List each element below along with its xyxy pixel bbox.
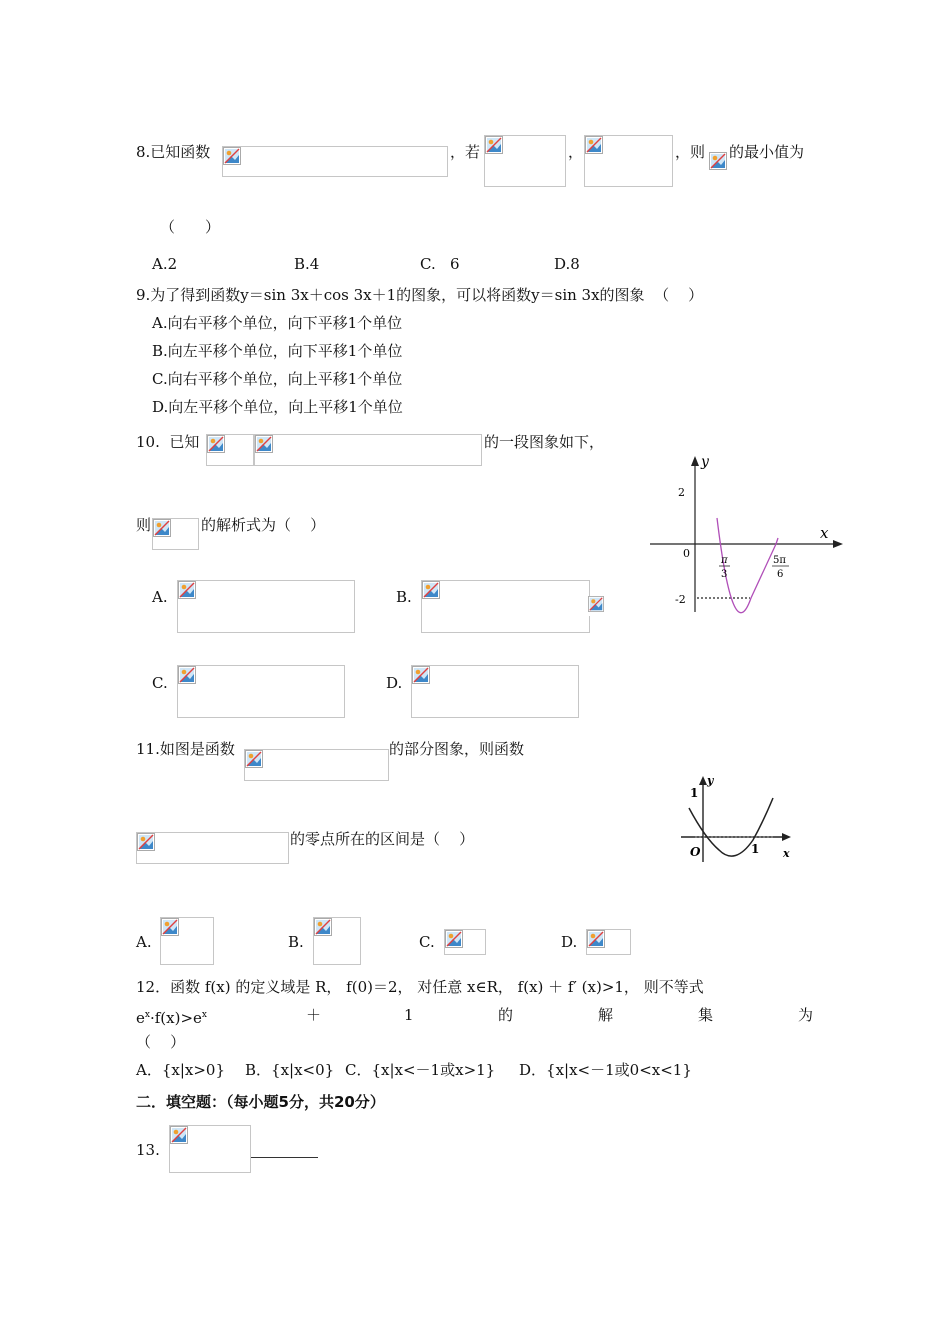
q11-option-d-label: D. <box>561 933 578 951</box>
broken-image-icon <box>412 666 430 684</box>
q13-image <box>169 1125 251 1173</box>
q9-option-a: A.向右平移个单位，向下平移1个单位 <box>152 314 403 332</box>
q11-origin-label: O <box>690 845 701 859</box>
q11-option-b-label: B. <box>288 933 304 951</box>
q11-zero-func-image <box>136 832 289 864</box>
q11-y-label: y <box>707 774 714 787</box>
q10-option-c-image <box>177 665 345 718</box>
q8-prefix: 8.已知函数 <box>136 143 211 161</box>
q12-jie: 解 <box>598 1006 614 1024</box>
broken-image-icon <box>587 930 605 948</box>
q8-expr-image <box>709 152 728 171</box>
broken-image-icon <box>585 136 603 154</box>
q11-option-a-label: A. <box>136 933 152 951</box>
q10-func-image <box>206 434 254 466</box>
q12-fx-ex: ·f(x)>e <box>149 1009 202 1027</box>
broken-image-icon <box>161 918 179 936</box>
q10-prefix: 10. 已知 <box>136 433 200 451</box>
broken-image-icon <box>223 147 241 165</box>
q10-origin-label: 0 <box>683 547 690 560</box>
broken-image-icon <box>422 581 440 599</box>
q11-option-c-label: C. <box>419 933 435 951</box>
q11-option-a-image <box>160 917 214 965</box>
broken-image-icon <box>137 833 155 851</box>
q10-ask: 的解析式为（ ） <box>201 516 326 534</box>
q10-x-tick1-num: π <box>721 555 728 566</box>
q11-curve <box>689 798 773 856</box>
q12-exp1: x <box>144 1010 150 1020</box>
q8-option-a: A.2 <box>152 255 178 273</box>
q10-x-label: x <box>820 524 829 542</box>
q10-option-a-label: A. <box>152 588 168 606</box>
q10-y-tick-neg2: -2 <box>675 593 686 606</box>
q11-func-image <box>244 749 389 781</box>
broken-image-icon <box>207 435 225 453</box>
q10-option-d-label: D. <box>386 674 403 692</box>
q11-suffix: 的部分图象，则函数 <box>389 740 525 758</box>
q8-condition1-image <box>484 135 566 187</box>
q12-option-c: C．{x|x<－1或x>1} <box>345 1061 496 1079</box>
q12-paren: （ ） <box>136 1033 186 1051</box>
q13-answer-blank[interactable] <box>251 1157 318 1158</box>
q10-graph <box>645 450 850 620</box>
q12-exp2: x <box>201 1010 207 1020</box>
q8-option-b: B.4 <box>294 255 320 273</box>
q9-option-b: B.向左平移个单位，向下平移1个单位 <box>152 342 403 360</box>
q11-x-label: x <box>783 847 790 860</box>
q11-prefix: 11.如图是函数 <box>136 740 235 758</box>
q12-option-d: D．{x|x<－1或0<x<1} <box>519 1061 692 1079</box>
broken-image-icon <box>245 750 263 768</box>
q11-graph <box>675 770 795 865</box>
q12-e: e <box>136 1009 145 1027</box>
q12-line1: 12．函数 f(x) 的定义域是 R， f(0)＝2， 对任意 x∈R， f(x) ＋ f′ (x)>1， 则不等式 <box>136 978 704 996</box>
q11-option-d-image <box>586 929 631 955</box>
q8-ze: ，则 <box>675 143 706 161</box>
q12-one: 1 <box>404 1006 414 1024</box>
section2-title: 二．填空题：（每小题5分，共20分） <box>136 1093 385 1111</box>
q8-option-d: D.8 <box>554 255 580 273</box>
q12-option-b: B．{x|x<0} <box>245 1061 335 1079</box>
q9-option-d: D.向左平移个单位，向上平移1个单位 <box>152 398 403 416</box>
q8-ruo: ，若 <box>450 143 481 161</box>
broken-image-icon <box>255 435 273 453</box>
broken-image-icon <box>445 930 463 948</box>
q10-option-b-label: B. <box>396 588 412 606</box>
q8-answer-paren: （ ） <box>160 218 221 236</box>
q12-de: 的 <box>498 1006 514 1024</box>
q10-y-tick-2: 2 <box>678 486 685 499</box>
q11-ask: 的零点所在的区间是（ ） <box>290 830 475 848</box>
q8-function-image <box>222 146 448 177</box>
q10-curve-end <box>776 538 778 544</box>
q11-tick-1-x: 1 <box>751 842 760 856</box>
broken-image-icon <box>153 519 171 537</box>
broken-image-icon <box>485 136 503 154</box>
q8-suffix: 的最小值为 <box>729 143 805 161</box>
q12-option-a: A．{x|x>0} <box>136 1061 226 1079</box>
broken-image-icon <box>178 581 196 599</box>
q11-option-b-image <box>313 917 361 965</box>
q10-option-b-image <box>421 580 590 633</box>
q10-x-arrow <box>833 540 843 548</box>
q10-ze: 则 <box>136 516 152 534</box>
q12-ji: 集 <box>698 1006 714 1024</box>
broken-image-icon <box>314 918 332 936</box>
q12-line2-start <box>136 1005 207 1028</box>
q10-option-d-image <box>411 665 579 718</box>
q10-y-arrow <box>691 456 699 466</box>
q12-wei: 为 <box>798 1006 814 1024</box>
q10-x-tick2-den: 6 <box>777 569 784 580</box>
q8-comma: ， <box>568 143 584 161</box>
q10-condition-image <box>254 434 482 466</box>
q13-label: 13. <box>136 1141 160 1159</box>
q10-option-b-extra-image <box>588 596 605 616</box>
broken-image-icon <box>588 596 604 612</box>
q9-stem: 9.为了得到函数y＝sin 3x＋cos 3x＋1的图象，可以将函数y＝sin 3x的图象 （ ） <box>136 286 704 304</box>
q12-plus: ＋ <box>306 1006 322 1024</box>
q11-x-arrow <box>782 833 791 841</box>
q10-x-tick1-den: 3 <box>721 569 728 580</box>
q8-condition2-image <box>584 135 673 187</box>
q10-option-c-label: C. <box>152 674 168 692</box>
q10-suffix: 的一段图象如下， <box>484 433 605 451</box>
broken-image-icon <box>178 666 196 684</box>
q11-tick-1-y: 1 <box>690 786 699 800</box>
q11-option-c-image <box>444 929 486 955</box>
q8-option-c: C. 6 <box>420 255 460 273</box>
broken-image-icon <box>709 152 727 170</box>
q10-x-tick2-num: 5π <box>773 555 786 566</box>
q11-y-arrow <box>699 776 707 785</box>
q10-func-image-2 <box>152 518 199 550</box>
q10-option-a-image <box>177 580 355 633</box>
q10-y-label: y <box>701 454 709 470</box>
broken-image-icon <box>170 1126 188 1144</box>
q9-option-c: C.向右平移个单位，向上平移1个单位 <box>152 370 403 388</box>
